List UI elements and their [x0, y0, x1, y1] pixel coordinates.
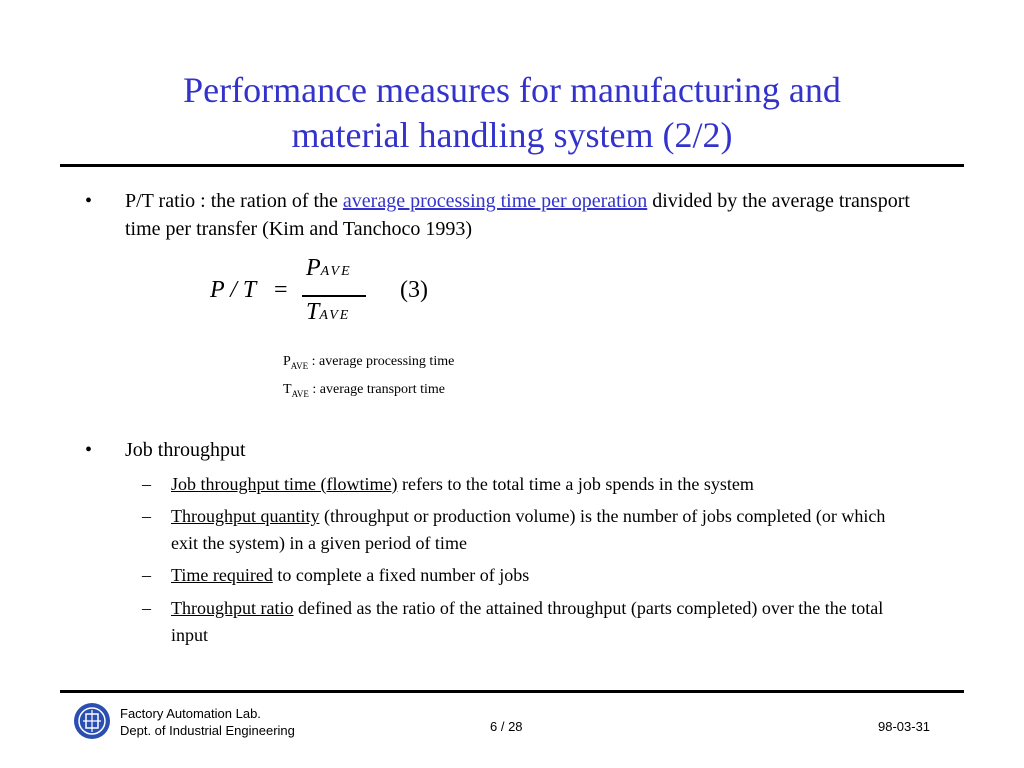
- slide-date: 98-03-31: [878, 719, 931, 734]
- page-number: 6 / 28: [490, 719, 523, 734]
- sub-item-throughput-quantity: [142, 503, 912, 557]
- sub-item-text: [171, 471, 916, 498]
- variable-definitions: [283, 350, 454, 406]
- average-processing-time-link[interactable]: average processing time per operation: [342, 190, 648, 212]
- lab-name-line-1: Factory Automation Lab.: [120, 706, 261, 721]
- sub-item-rest: to complete a fixed number of jobs: [272, 565, 530, 585]
- bullet-pt-ratio-text: [125, 187, 925, 243]
- university-emblem-icon: [72, 701, 112, 741]
- numerator-variable: P: [306, 255, 321, 281]
- sub-item-text: [171, 595, 916, 649]
- sub-item-flowtime: [142, 471, 912, 498]
- bullet-pt-ratio-suffix: divided by the average transport time per transfer (Kim and Tanchoco 1993): [125, 190, 910, 240]
- slide-title-line-1: Performance measures for manufacturing and: [183, 70, 841, 110]
- slide-title: [60, 68, 964, 158]
- sub-item-rest: defined as the ratio of the attained throughput (parts completed) over the the total input: [171, 598, 884, 645]
- formula-equals: =: [274, 277, 288, 303]
- definition-text: : average transport time: [308, 381, 445, 397]
- sub-item-text: [171, 562, 916, 589]
- numerator-subscript: AVE: [320, 264, 352, 279]
- bullet-marker: •: [85, 439, 93, 461]
- sub-item-throughput-ratio: [142, 595, 912, 649]
- definition-variable: T: [283, 381, 292, 397]
- sub-item-time-required: [142, 562, 912, 589]
- fraction-bar: [302, 295, 366, 297]
- sub-item-rest: (throughput or production volume) is the number of jobs completed (or which exit the system) in a given period of time: [171, 506, 886, 553]
- definition-subscript: AVE: [291, 388, 309, 399]
- bullet-job-throughput: [85, 436, 945, 464]
- slide-footer: [0, 697, 1024, 768]
- term-throughput-ratio: Throughput ratio: [171, 598, 294, 618]
- sub-item-rest: refers to the total time a job spends in the system: [397, 474, 754, 494]
- footer-divider: [60, 690, 964, 693]
- term-throughput-quantity: Throughput quantity: [171, 506, 320, 526]
- slide-title-line-2: material handling system (2/2): [291, 115, 733, 155]
- denominator-subscript: AVE: [319, 308, 351, 323]
- sub-item-text: [171, 503, 916, 557]
- bullet-marker: •: [85, 190, 93, 212]
- denominator-variable: T: [306, 299, 320, 325]
- dash-marker: –: [142, 598, 151, 618]
- term-flowtime: Job throughput time (flowtime): [171, 474, 398, 494]
- dash-marker: –: [142, 474, 151, 494]
- dash-marker: –: [142, 565, 151, 585]
- title-divider: [60, 164, 964, 167]
- formula-denominator: [306, 299, 350, 326]
- definition-text: : average processing time: [308, 354, 455, 369]
- lab-name: [120, 705, 295, 739]
- formula-lhs: P / T: [210, 277, 257, 303]
- bullet-pt-ratio-prefix: P/T ratio : the ration of the: [125, 190, 343, 212]
- definition-subscript: AVE: [290, 360, 309, 371]
- definition-variable: P: [283, 354, 291, 369]
- pt-ratio-formula: [210, 255, 470, 345]
- definition-t-ave: [283, 378, 454, 406]
- equation-number: (3): [400, 277, 428, 303]
- bullet-pt-ratio: [85, 187, 945, 247]
- lab-name-line-2: Dept. of Industrial Engineering: [120, 723, 295, 738]
- term-time-required: Time required: [171, 565, 273, 585]
- formula-numerator: [306, 255, 352, 282]
- dash-marker: –: [142, 506, 151, 526]
- bullet-job-throughput-text: Job throughput: [125, 439, 246, 461]
- definition-p-ave: [283, 350, 454, 378]
